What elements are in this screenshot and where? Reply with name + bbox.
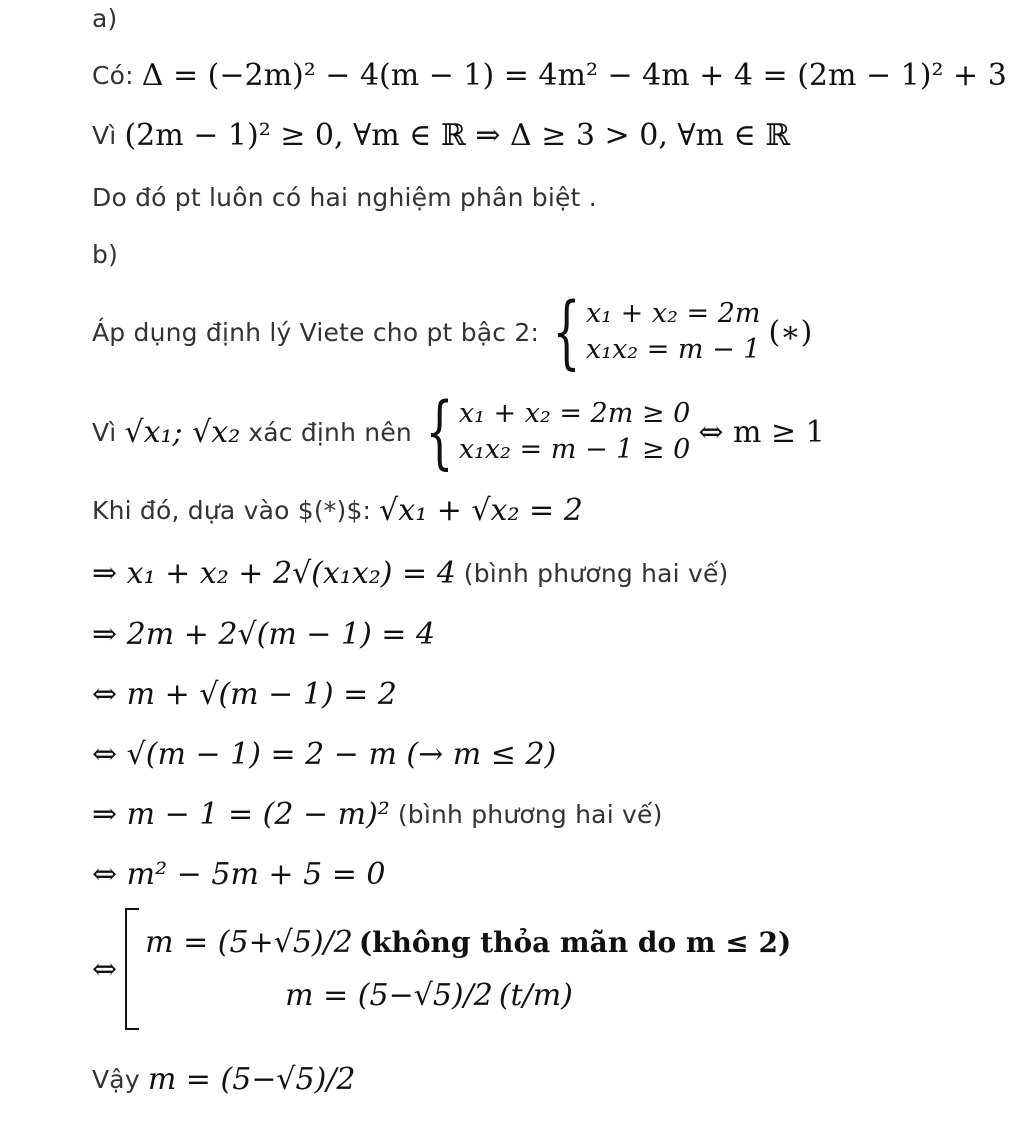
- khi-do-prefix: Khi đó, dựa vào $(*)$:: [92, 496, 372, 525]
- khi-do-line: [92, 493, 583, 528]
- condition-system: [459, 396, 690, 469]
- condition-result: ⇔ m ≥ 1: [698, 414, 825, 450]
- cases-block: [145, 925, 791, 1013]
- step-2-formula: ⇒ 2m + 2√(m − 1) = 4: [92, 617, 436, 652]
- delta-formula: Δ = (−2m)² − 4(m − 1) = 4m² − 4m + 4 = (2m − 1)² + 3: [141, 58, 1007, 93]
- delta-prefix: Có:: [92, 61, 134, 90]
- final-line: [92, 1062, 356, 1097]
- case-1-formula: m = (5+√5)/2: [145, 925, 353, 960]
- left-brace-icon: {: [425, 385, 454, 478]
- delta-line: [92, 58, 1007, 93]
- step-4-formula: ⇔ √(m − 1) = 2 − m (→ m ≤ 2): [92, 737, 557, 772]
- step-6: [92, 857, 385, 892]
- step-3: [92, 677, 397, 712]
- viete-prefix: Áp dụng định lý Viete cho pt bậc 2:: [92, 317, 540, 347]
- case-1: [145, 925, 791, 960]
- cases-line: [92, 908, 791, 1030]
- part-a-label: a): [92, 4, 118, 33]
- viete-eq2: x₁x₂ = m − 1: [586, 334, 761, 365]
- condition-eq1: x₁ + x₂ = 2m ≥ 0: [458, 397, 691, 429]
- case-2-note: (t/m): [498, 978, 573, 1013]
- case-1-note: (không thỏa mãn do m ≤ 2): [358, 926, 792, 959]
- final-prefix: Vậy: [92, 1065, 140, 1094]
- step-5-note: (bình phương hai vế): [397, 800, 663, 829]
- condition-roots: √x₁; √x₂: [124, 414, 241, 450]
- step-1-formula: ⇒ x₁ + x₂ + 2√(x₁x₂) = 4: [92, 556, 456, 591]
- viete-system: [586, 296, 760, 369]
- condition-text: xác định nên: [248, 417, 412, 447]
- step-1: [92, 556, 729, 591]
- step-4: [92, 737, 556, 772]
- step-3-formula: ⇔ m + √(m − 1) = 2: [92, 677, 397, 712]
- final-formula: m = (5−√5)/2: [147, 1062, 356, 1097]
- because-prefix: Vì: [92, 121, 117, 150]
- step-6-formula: ⇔ m² − 5m + 5 = 0: [92, 857, 386, 892]
- delta-positive-formula: (2m − 1)² ≥ 0, ∀m ∈ ℝ ⇒ Δ ≥ 3 > 0, ∀m ∈ ℝ: [124, 118, 791, 153]
- case-2: [145, 978, 791, 1013]
- step-2: [92, 617, 435, 652]
- part-b-label: b): [92, 240, 119, 269]
- delta-positive-line: [92, 118, 790, 153]
- step-1-note: (bình phương hai vế): [463, 559, 729, 588]
- equivalence-symbol: ⇔: [92, 951, 118, 987]
- condition-prefix: Vì: [92, 417, 117, 447]
- case-2-formula: m = (5−√5)/2: [285, 978, 493, 1013]
- condition-line: [92, 385, 825, 478]
- viete-tag: (∗): [768, 314, 813, 350]
- khi-do-formula: √x₁ + √x₂ = 2: [379, 493, 583, 528]
- left-brace-icon: {: [552, 285, 581, 378]
- conclusion-a: Do đó pt luôn có hai nghiệm phân biệt .: [92, 183, 597, 212]
- condition-eq2: x₁x₂ = m − 1 ≥ 0: [458, 434, 691, 465]
- viete-line: [92, 285, 813, 378]
- step-5: [92, 797, 663, 832]
- viete-eq1: x₁ + x₂ = 2m: [586, 297, 761, 329]
- step-5-formula: ⇒ m − 1 = (2 − m)²: [92, 797, 390, 832]
- left-bracket-icon: [125, 908, 139, 1030]
